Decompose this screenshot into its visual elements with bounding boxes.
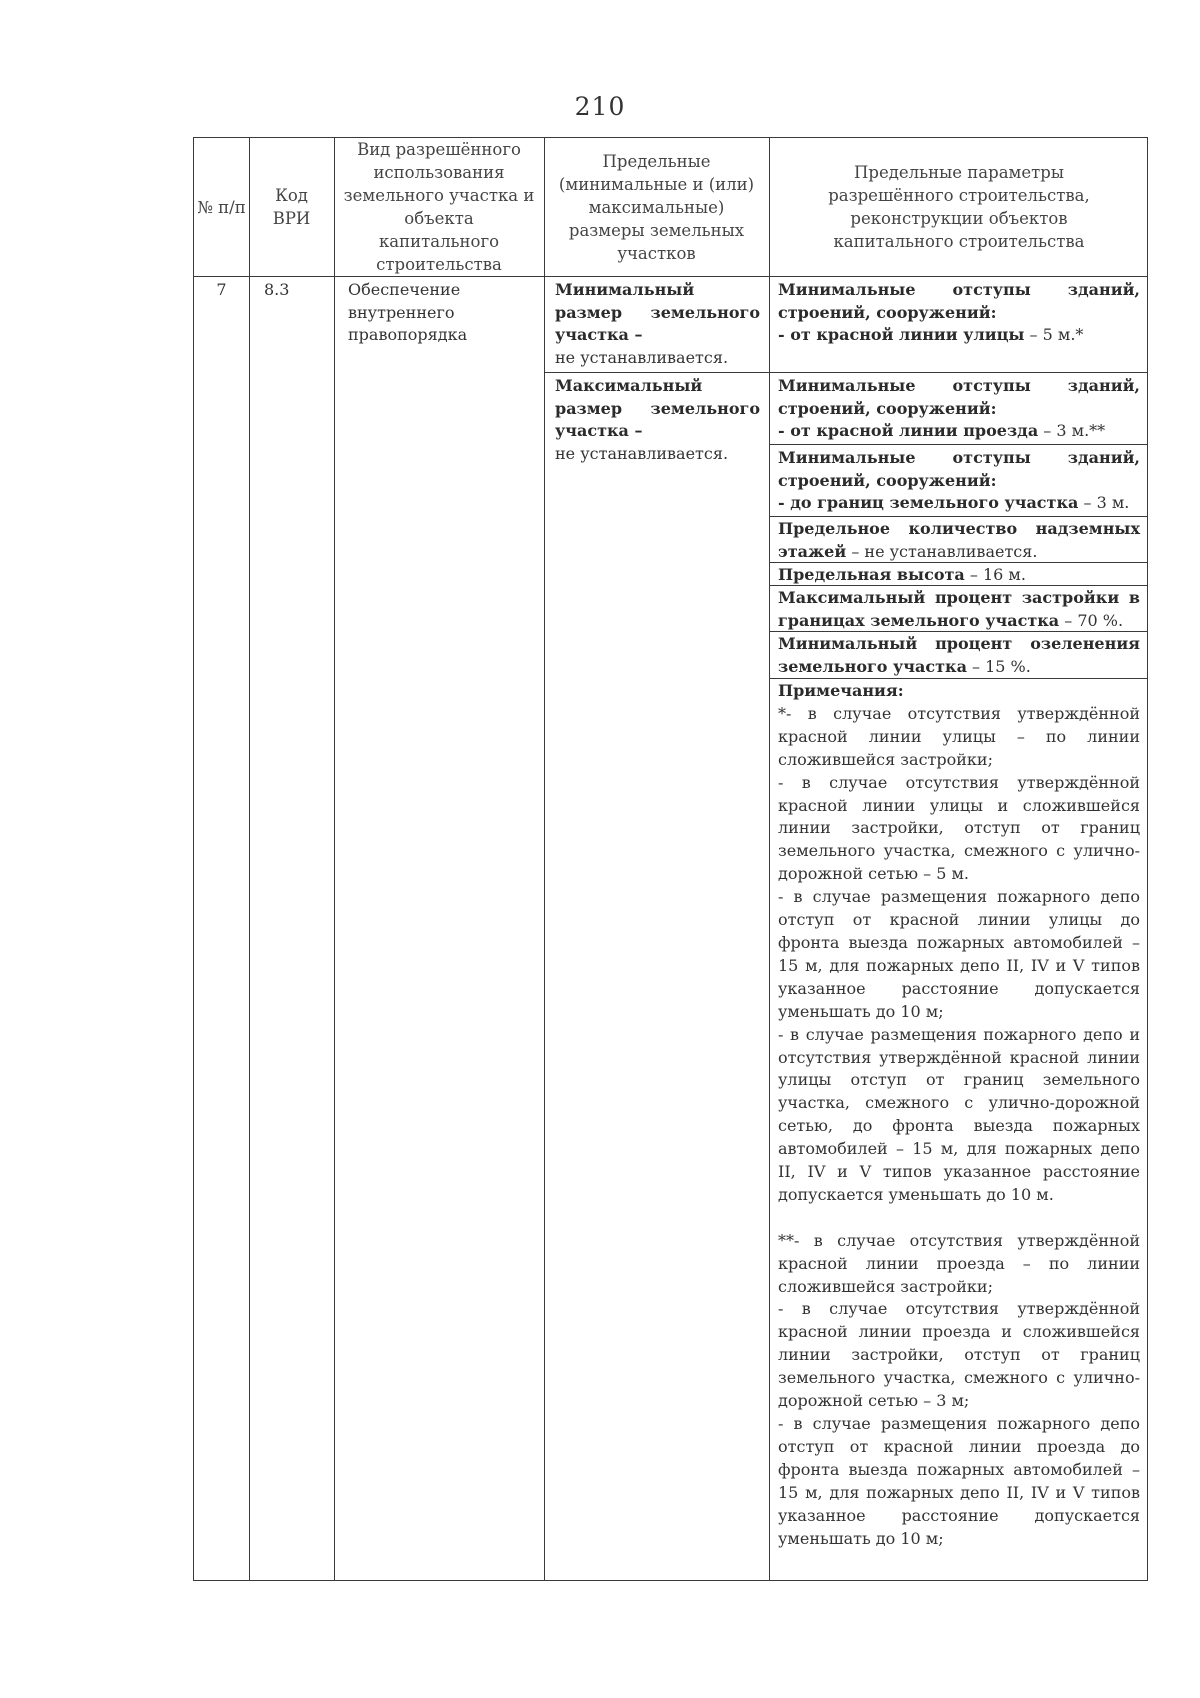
max-size-cell <box>555 375 760 465</box>
param-item: - от красной линии проезда <box>778 421 1039 441</box>
param-title: Максимальный процент застройки в границах земельного участка <box>778 588 1140 630</box>
row-divider <box>769 516 1147 517</box>
note-4: - в случае размещения пожарного депо и отсутствия утверждённой красной линии улицы отступ от границ земельного участка, смежного с улично-дорожной сетью, до фронта выезда пожарных автомобилей – 15 м, для пожарных депо II, IV и V типов указанное расстояние допускается уменьшать до 10 м. <box>778 1024 1140 1204</box>
header-divider <box>194 276 1147 277</box>
note-2: - в случае отсутствия утверждённой красной линии улицы и сложившейся линии застройки, отступ от границ земельного участка, смежного с улично-дорожной сетью – 5 м. <box>778 772 1140 884</box>
param-value: – 3 м. <box>1078 493 1130 513</box>
param-item: - до границ земельного участка <box>778 493 1079 513</box>
column-divider <box>544 138 545 1580</box>
param-title: Минимальные отступы зданий, строений, сооружений: <box>778 376 1140 418</box>
param-max-coverage <box>778 587 1140 632</box>
param-min-greenery <box>778 633 1140 678</box>
notes-title: Примечания: <box>778 681 904 700</box>
notes-cell <box>778 680 1140 1550</box>
param-value: – не устанавливается. <box>846 541 1038 561</box>
param-title: Предельная высота <box>778 565 965 584</box>
column-divider <box>249 138 250 1580</box>
max-size-value: не устанавливается. <box>555 443 729 463</box>
param-title: Предельное количество надземных этажей <box>778 519 1140 561</box>
param-value: – 16 м. <box>964 565 1026 584</box>
note-1: *- в случае отсутствия утверждённой красной линии улицы – по линии сложившейся застройки; <box>778 703 1140 769</box>
header-code: Код ВРИ <box>272 186 311 228</box>
param-title: Минимальные отступы зданий, строений, сооружений: <box>778 448 1140 490</box>
param-red-line-passage <box>778 375 1140 443</box>
row-code: 8.3 <box>264 280 290 299</box>
regulations-table <box>193 137 1148 1581</box>
header-sizes: Предельные (минимальные и (или) максимальные) размеры земельных участков <box>558 151 755 263</box>
param-plot-boundary <box>778 447 1140 515</box>
min-size-cell <box>555 279 760 369</box>
note-6: - в случае отсутствия утверждённой красной линии проезда и сложившейся линии застройки, отступ от границ земельного участка, смежного с улично-дорожной сетью – 3 м; <box>778 1299 1140 1411</box>
header-params: Предельные параметры разрешённого строительства, реконструкции объектов капитального строительства <box>828 163 1090 251</box>
param-item: - от красной линии улицы <box>778 325 1025 345</box>
param-value: – 3 м.** <box>1038 421 1106 441</box>
note-7: - в случае размещения пожарного депо отступ от красной линии проезда до фронта выезда пожарных автомобилей – 15 м, для пожарных депо II, IV и V типов указанное расстояние допускается уменьшать до 10 м; <box>778 1413 1140 1548</box>
row-num: 7 <box>216 280 227 299</box>
row-divider <box>544 372 1147 373</box>
note-3: - в случае размещения пожарного депо отступ от красной линии улицы до фронта выезда пожарных автомобилей – 15 м, для пожарных депо II, IV и V типов указанное расстояние допускается уменьшать до 10 м; <box>778 887 1140 1021</box>
param-value: – 70 %. <box>1059 610 1124 630</box>
param-title: Минимальный процент озеленения земельного участка <box>778 634 1140 676</box>
row-type: Обеспечение внутреннего правопорядка <box>348 280 468 345</box>
column-divider <box>769 138 770 1580</box>
param-height <box>778 564 1140 587</box>
min-size-title: Минимальный размер земельного участка – <box>555 280 760 345</box>
note-5: **- в случае отсутствия утверждённой красной линии проезда – по линии сложившейся застройки; <box>778 1230 1140 1296</box>
min-size-value: не устанавливается. <box>555 347 729 367</box>
row-divider <box>769 444 1147 445</box>
param-value: – 5 м.* <box>1024 325 1084 345</box>
header-type: Вид разрешённого использования земельного участка и объекта капитального строительства <box>343 140 535 274</box>
param-red-line-street <box>778 279 1140 347</box>
param-title: Минимальные отступы зданий, строений, сооружений: <box>778 280 1140 322</box>
max-size-title: Максимальный размер земельного участка – <box>555 376 760 441</box>
page-number: 210 <box>574 92 626 121</box>
header-num: № п/п <box>197 197 246 217</box>
param-floors <box>778 518 1140 563</box>
column-divider <box>334 138 335 1580</box>
param-value: – 15 %. <box>966 656 1031 676</box>
